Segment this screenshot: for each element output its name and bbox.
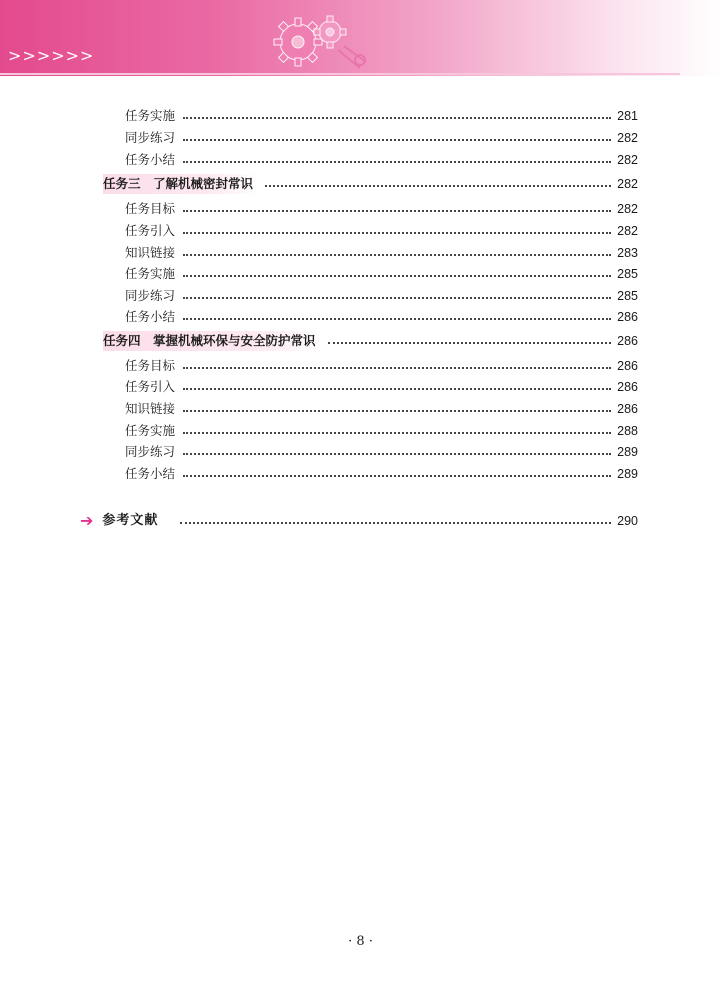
toc-entry-label: 知识链接 <box>125 245 176 260</box>
dot-leader <box>183 274 611 277</box>
dot-leader <box>183 231 611 234</box>
gears-icon <box>268 10 378 72</box>
toc-entry[interactable] <box>125 377 638 397</box>
toc-entry[interactable] <box>125 221 638 241</box>
toc-entry[interactable] <box>125 399 638 419</box>
toc-task-four[interactable] <box>103 331 638 351</box>
toc-entry-page: 282 <box>617 153 638 167</box>
toc-entry-label: 任务目标 <box>125 358 176 373</box>
toc-entry[interactable] <box>125 421 638 441</box>
toc-entry-page: 288 <box>617 424 638 438</box>
dot-leader <box>183 253 611 256</box>
toc-entry[interactable] <box>125 442 638 462</box>
toc-entry[interactable] <box>125 264 638 284</box>
toc-entry[interactable] <box>125 286 638 306</box>
dot-leader <box>183 431 611 434</box>
toc-task-three[interactable] <box>103 174 638 194</box>
dot-leader <box>183 209 611 212</box>
toc-entry-label: 任务实施 <box>125 108 176 123</box>
arrow-right-icon: ➔ <box>80 511 95 530</box>
toc-entry-page: 282 <box>617 202 638 216</box>
toc-entry-label: 同步练习 <box>125 444 176 459</box>
dot-leader <box>183 116 611 119</box>
dot-leader <box>183 474 611 477</box>
toc-entry-label: 任务小结 <box>125 466 176 481</box>
toc-section-page: 282 <box>617 177 638 191</box>
toc-entry-label: 任务目标 <box>125 201 176 216</box>
dot-leader <box>183 138 611 141</box>
dot-leader <box>183 366 611 369</box>
toc-entry-label: 任务实施 <box>125 423 176 438</box>
toc-entry[interactable] <box>125 356 638 376</box>
toc-entry-label: 知识链接 <box>125 401 176 416</box>
toc-section-label: 任务四 掌握机械环保与安全防护常识 <box>103 331 320 351</box>
toc-entry-page: 285 <box>617 267 638 281</box>
dot-leader <box>328 341 612 344</box>
toc-entry-page: 286 <box>617 310 638 324</box>
toc-section-label: 任务三 了解机械密封常识 <box>103 174 257 194</box>
toc-references[interactable] <box>80 511 638 531</box>
toc-entry-label: 任务引入 <box>125 379 176 394</box>
dot-leader <box>180 521 611 524</box>
toc-entry-page: 286 <box>617 402 638 416</box>
toc-entry-page: 282 <box>617 131 638 145</box>
toc-entry[interactable] <box>125 464 638 484</box>
toc-entry-label: 同步练习 <box>125 130 176 145</box>
toc-entry-label: 任务实施 <box>125 266 176 281</box>
toc-entry[interactable] <box>125 243 638 263</box>
header-chevrons: >>>>>> <box>8 46 95 65</box>
toc-references-label-group <box>80 511 158 531</box>
header-divider <box>0 73 680 75</box>
toc-entry-page: 281 <box>617 109 638 123</box>
dot-leader <box>183 452 611 455</box>
toc-entry-page: 285 <box>617 289 638 303</box>
dot-leader <box>183 317 611 320</box>
toc-entry[interactable] <box>125 106 638 126</box>
toc-entry[interactable] <box>125 150 638 170</box>
dot-leader <box>265 184 611 187</box>
toc-entry-page: 283 <box>617 246 638 260</box>
toc-entry[interactable] <box>125 307 638 327</box>
dot-leader <box>183 296 611 299</box>
page-number: · 8 · <box>348 934 373 949</box>
dot-leader <box>183 409 611 412</box>
toc-entry-label: 任务引入 <box>125 223 176 238</box>
toc-references-page: 290 <box>617 514 638 528</box>
toc-entry-page: 286 <box>617 380 638 394</box>
toc-entry-page: 289 <box>617 467 638 481</box>
dot-leader <box>183 387 611 390</box>
toc-entry-page: 282 <box>617 224 638 238</box>
toc-entry-page: 286 <box>617 359 638 373</box>
toc-entry[interactable] <box>125 199 638 219</box>
dot-leader <box>183 160 611 163</box>
toc-entry[interactable] <box>125 128 638 148</box>
toc-entry-page: 289 <box>617 445 638 459</box>
toc-section-page: 286 <box>617 334 638 348</box>
toc-entry-label: 任务小结 <box>125 152 176 167</box>
toc-references-label: 参考文献 <box>102 513 159 528</box>
toc-entry-label: 同步练习 <box>125 288 176 303</box>
page-header-band <box>0 0 721 76</box>
toc-entry-label: 任务小结 <box>125 309 176 324</box>
